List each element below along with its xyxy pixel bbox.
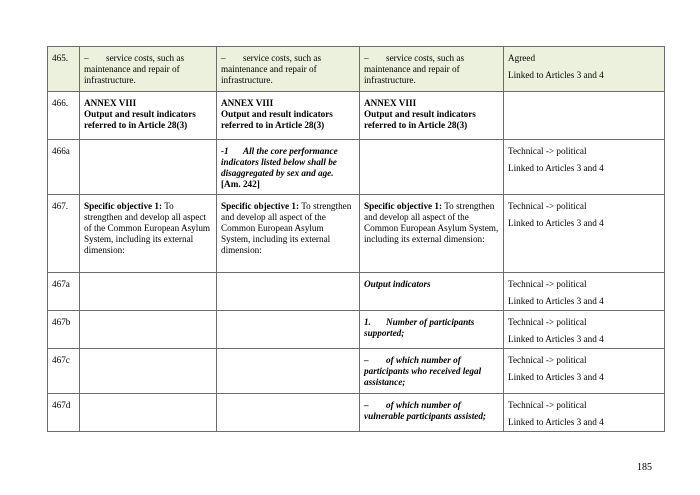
note-text: Linked to Articles 3 and 4 <box>508 163 604 173</box>
status-text: Technical -> political <box>508 279 587 289</box>
annex-title: ANNEX VIII <box>364 98 417 108</box>
status-cell <box>504 394 665 432</box>
parliament-text <box>217 140 360 195</box>
annex-title: ANNEX VIII <box>84 98 137 108</box>
cell-text: service costs, such as maintenance and repair of infrastructure. <box>84 53 185 85</box>
table-row-465 <box>48 47 665 92</box>
status-text: Technical -> political <box>508 201 587 211</box>
note-text: Linked to Articles 3 and 4 <box>508 372 604 382</box>
objective-label: Specific objective 1: <box>364 201 443 211</box>
note-text: Linked to Articles 3 and 4 <box>508 296 604 306</box>
table-row-466a <box>48 140 665 195</box>
council-text <box>360 140 504 195</box>
parliament-text <box>217 92 360 140</box>
council-text <box>360 47 504 92</box>
commission-text <box>80 349 217 394</box>
commission-text <box>80 394 217 432</box>
dash-marker: – <box>364 355 369 365</box>
council-text <box>360 92 504 140</box>
note-text: Linked to Articles 3 and 4 <box>508 70 604 80</box>
annex-subtitle: Output and result indicators referred to in Article 28(3) <box>364 109 476 130</box>
cell-text: service costs, such as maintenance and repair of infrastructure. <box>364 53 465 85</box>
cell-text: service costs, such as maintenance and repair of infrastructure. <box>221 53 322 85</box>
table-row-467 <box>48 195 665 273</box>
council-text <box>360 195 504 273</box>
row-number: 465. <box>48 47 80 92</box>
row-number: 466a <box>48 140 80 195</box>
annex-title: ANNEX VIII <box>221 98 274 108</box>
indicator-heading: Output indicators <box>364 279 431 289</box>
indicator-text: of which number of participants who received legal assistance; <box>364 355 482 387</box>
status-cell <box>504 349 665 394</box>
table-row-467c <box>48 349 665 394</box>
row-number: 467a <box>48 273 80 311</box>
status-cell <box>504 47 665 92</box>
annex-subtitle: Output and result indicators referred to in Article 28(3) <box>221 109 333 130</box>
objective-text: To strengthen and develop all aspect of the Common European Asylum System, including its external dimension: <box>364 201 499 244</box>
status-text: Technical -> political <box>508 355 587 365</box>
commission-text <box>80 92 217 140</box>
commission-text <box>80 311 217 349</box>
row-number: 467. <box>48 195 80 273</box>
parliament-text <box>217 349 360 394</box>
indicator-text: of which number of vulnerable participants assisted; <box>364 400 486 421</box>
dash-marker: – <box>364 53 369 63</box>
objective-text: To strengthen and develop all aspect of the Common European Asylum System, including its external dimension: <box>221 201 352 255</box>
status-cell <box>504 273 665 311</box>
dash-marker: – <box>84 53 89 63</box>
parliament-text <box>217 195 360 273</box>
status-text: Technical -> political <box>508 317 587 327</box>
row-number: 467d <box>48 394 80 432</box>
page-number: 185 <box>637 462 652 473</box>
indicator-text: Number of participants supported; <box>364 317 475 338</box>
objective-label: Specific objective 1: <box>84 201 163 211</box>
parliament-text <box>217 273 360 311</box>
status-cell <box>504 92 665 140</box>
table-row-467a <box>48 273 665 311</box>
table-row-467d <box>48 394 665 432</box>
status-text: Technical -> political <box>508 146 587 156</box>
row-number: 467c <box>48 349 80 394</box>
objective-text: To strengthen and develop all aspect of the Common European Asylum System, including its external dimension: <box>84 201 211 255</box>
row-number: 467b <box>48 311 80 349</box>
status-cell <box>504 140 665 195</box>
council-text <box>360 273 504 311</box>
annex-subtitle: Output and result indicators referred to in Article 28(3) <box>84 109 196 130</box>
status-cell <box>504 311 665 349</box>
dash-marker: – <box>364 400 369 410</box>
table-row-467b <box>48 311 665 349</box>
four-column-table <box>47 46 665 432</box>
amendment-text: All the core performance indicators listed below shall be disaggregated by sex and age. <box>221 146 338 178</box>
status-text: Agreed <box>508 53 536 63</box>
indicator-number: 1. <box>364 317 371 327</box>
parliament-text <box>217 394 360 432</box>
parliament-text <box>217 47 360 92</box>
table-row-466 <box>48 92 665 140</box>
row-number: 466. <box>48 92 80 140</box>
council-text <box>360 394 504 432</box>
note-text: Linked to Articles 3 and 4 <box>508 417 604 427</box>
commission-text <box>80 195 217 273</box>
amendment-marker: -1 <box>221 146 229 156</box>
objective-label: Specific objective 1: <box>221 201 300 211</box>
council-text <box>360 311 504 349</box>
note-text: Linked to Articles 3 and 4 <box>508 218 604 228</box>
amendment-reference: [Am. 242] <box>221 179 260 189</box>
dash-marker: – <box>221 53 226 63</box>
status-text: Technical -> political <box>508 400 587 410</box>
commission-text <box>80 273 217 311</box>
commission-text <box>80 47 217 92</box>
commission-text <box>80 140 217 195</box>
council-text <box>360 349 504 394</box>
status-cell <box>504 195 665 273</box>
note-text: Linked to Articles 3 and 4 <box>508 334 604 344</box>
parliament-text <box>217 311 360 349</box>
